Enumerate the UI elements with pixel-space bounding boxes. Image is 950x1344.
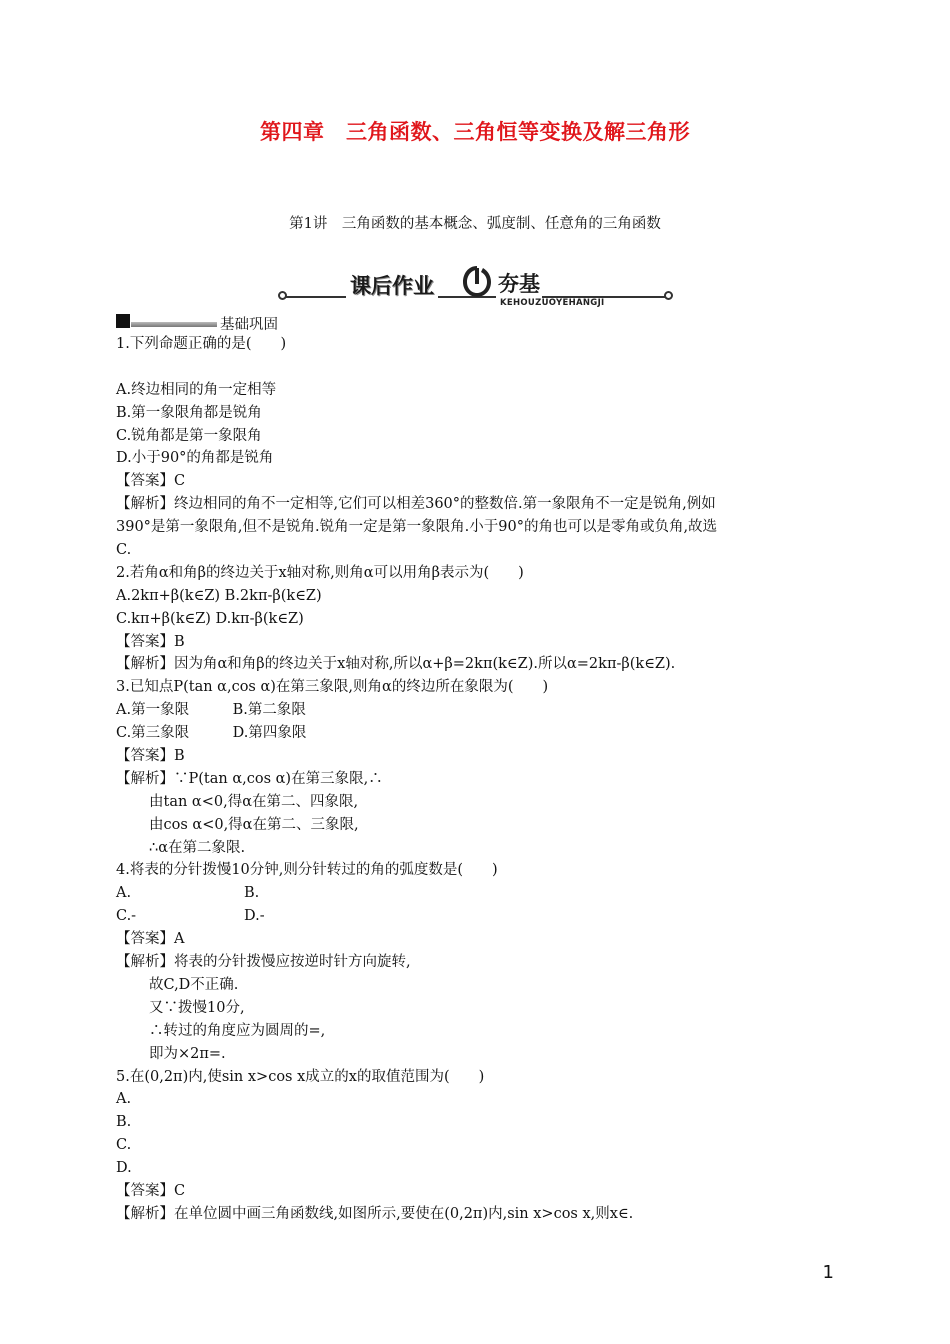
chapter-title: 第四章 三角函数、三角恒等变换及解三角形 [260,119,690,144]
answer-line: 【答案】B [116,748,185,765]
banner-dot-right [664,291,673,300]
exercise-content [116,333,846,1226]
text-line: A.第一象限 B.第二象限 [116,702,306,719]
text-line: 【解析】因为角α和角β的终边关于x轴对称,所以α+β=2kπ(k∈Z).所以α=2kπ-β(k∈Z). [116,656,676,673]
text-line: D. [116,1160,132,1177]
option-c: C.- [116,908,137,925]
text-line: C. [116,542,132,559]
text-line: 1.下列命题正确的是( ) [116,336,287,352]
text-line: ∴转过的角度应为圆周的=, [149,1022,326,1039]
text-line: 【解析】终边相同的角不一定相等,它们可以相差360°的整数倍.第一象限角不一定是锐角,例如 [116,496,716,513]
text-line: 由tan α<0,得α在第二、四象限, [149,793,359,810]
option-a: A. [116,885,132,902]
lesson-title: 第1讲 三角函数的基本概念、弧度制、任意角的三角函数 [289,216,661,232]
text-line: C.第三象限 D.第四象限 [116,725,307,742]
text-line: 【解析】将表的分针拨慢应按逆时针方向旋转, [116,954,411,971]
text-line: 2.若角α和角β的终边关于x轴对称,则角α可以用角β表示为( ) [116,564,524,581]
option-b: B. [244,885,260,902]
homework-banner [278,258,673,314]
text-line: 【解析】在单位圆中画三角函数线,如图所示,要使在(0,2π)内,sin x>cos x,则x∈. [116,1205,634,1222]
answer-line: 【答案】C [116,473,186,490]
text-line: C. [116,1137,132,1154]
text-line: D.小于90°的角都是锐角 [116,450,274,467]
page-number: 1 [822,1262,834,1283]
text-line: 又∵拨慢10分, [149,999,245,1016]
option-row [116,905,846,928]
text-line: 【解析】∵P(tan α,cos α)在第三象限,∴ [116,770,383,787]
text-line: A.终边相同的角一定相等 [116,381,277,398]
text-line: 即为×2π=. [149,1045,226,1062]
text-line: 5.在(0,2π)内,使sin x>cos x成立的x的取值范围为( ) [116,1068,485,1085]
text-line: 390°是第一象限角,但不是锐角.锐角一定是第一象限角.小于90°的角也可以是零角或负角,故选 [116,519,718,536]
text-line: B. [116,1114,132,1131]
text-line: A.2kπ+β(k∈Z) B.2kπ-β(k∈Z) [116,587,322,604]
section-bar [131,322,217,327]
option-row [116,882,846,905]
banner-main-text: 课后作业 [346,270,438,300]
text-line: 由cos α<0,得α在第二、三象限, [149,816,359,833]
section-square-icon [116,314,130,328]
option-d: D.- [244,908,265,925]
text-line: 故C,D不正确. [149,976,239,993]
text-line: A. [116,1091,132,1108]
text-line: B.第一象限角都是锐角 [116,404,262,421]
banner-dot-left [278,291,287,300]
banner-pinyin: KEHOUZUOYEHANGJI [500,298,605,308]
answer-line: 【答案】C [116,1182,186,1199]
text-line: 3.已知点P(tan α,cos α)在第三象限,则角α的终边所在象限为( ) [116,679,549,696]
text-line: 4.将表的分针拨慢10分钟,则分针转过的角的弧度数是( ) [116,862,498,879]
blank-line [116,356,846,379]
banner-logo-icon [462,264,492,298]
banner-hang-text: 夯基 [496,268,542,298]
text-line: ∴α在第二象限. [149,839,246,856]
answer-line: 【答案】B [116,633,185,650]
section-label: 基础巩固 [220,317,278,333]
answer-line: 【答案】A [116,931,185,948]
text-line: C.kπ+β(k∈Z) D.kπ-β(k∈Z) [116,610,304,627]
text-line: C.锐角都是第一象限角 [116,427,262,444]
